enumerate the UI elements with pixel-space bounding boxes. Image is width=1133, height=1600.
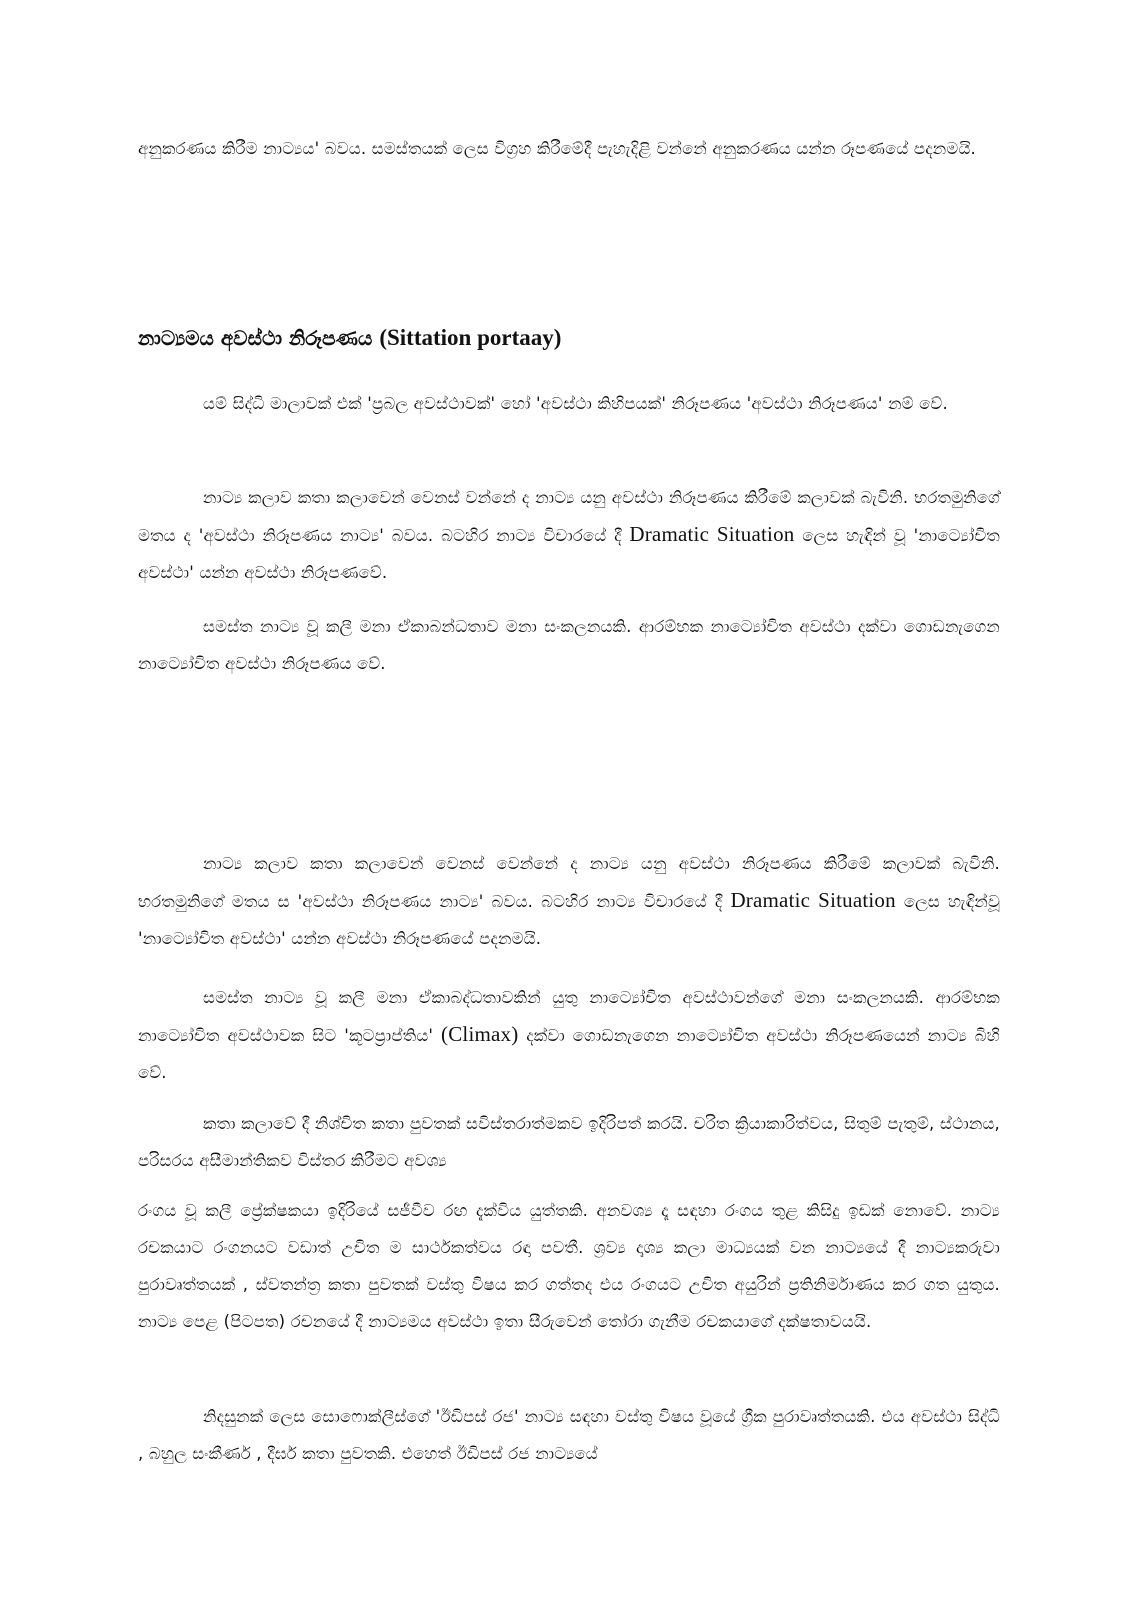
english-term: (Climax): [441, 1022, 519, 1046]
paragraph-stage: රංගය වූ කලී ප්‍රේක්ෂකයා ඉදිරියේ සජීවීව රඟ දැක්විය යුත්තකි. අනවශ්‍ය දෑ සඳහා රංගය තුළ කිසිදු ඉඩක් නොවේ. නාට්‍ය රචකයාට රංගනයට වඩාත් උචිත ම සාර්ථකත්වය රඳා පවතී. ශ්‍රව්‍ය දෘශ්‍ය කලා මාධ්‍යයක් වන නාට්‍යයේ දී නාට්‍යකරුවා පුරාවෘත්තයක් , ස්වතන්ත්‍ර කතා පුවතක් වස්තු විෂය කර ගත්තද එය රංගයට උචිත අයුරින් ප්‍රතිනිර්මාණය කර ගත යුතුය. නාට්‍ය පෙළ (පිටපත) රචනයේ දී නාට්‍යමය අවස්ථා ඉතා සීරුවෙන් තෝරා ගැනීම රචකයාගේ දක්ෂතාවයයි.: [138, 1201, 1000, 1331]
paragraph-drama-vs-story-2: [138, 845, 1000, 957]
paragraph-integration: සමස්ත නාට්‍ය වූ කලී මනා ඒකාබන්ධතාව මනා සංකලනයකි. ආරම්භක නාට්‍යෝචිත අවස්ථා දක්වා ගොඩනැගෙන නාට්‍යෝචිත අවස්ථා නිරූපණය වේ.: [138, 617, 1000, 673]
paragraph-text: ලෙස හැඳින් වූ 'නාට්‍යෝචිත අවස්ථා' යන්න අවස්ථා නිරූපණවේ.: [138, 526, 1001, 582]
paragraph-example: නිදසුනක් ලෙස සොෆොක්ලීස්ගේ 'ඊඩිපස් රජ' නාට්‍ය සඳහා වස්තු විෂය වූයේ ග්‍රීක පුරාවෘත්තයකි. එය අවස්ථා සිද්ධි , බහුල සංකීර්ණ , දීර්ඝ කතා පුවතකි. එහෙත් ඊඩිපස් රජ නාට්‍යයේ: [138, 1407, 1000, 1463]
section-heading: [138, 318, 561, 358]
paragraph-story-art: කතා කලාවේ දී නිශ්චිත කතා පුවතක් සවිස්තරාත්මකව ඉදිරිපත් කරයි. චරිත ක්‍රියාකාරිත්වය, සිතුම් පැතුම්, ස්ථානය, පරිසරය අසීමාන්තිකව විස්තර කිරීමට අවශ්‍ය: [138, 1114, 1000, 1170]
intro-paragraph: අනුකරණය කිරීම නාට්‍යය' බවය. සමස්තයක් ලෙස විග්‍රහ කිරීමේදී පැහැදිළි වන්නේ අනුකරණය යන්න රූපණයේ පදනමයි.: [138, 139, 976, 158]
paragraph-text: සමස්ත නාට්‍ය වූ කලී මනා ඒකාබද්ධතාවකින් යුතු නාට්‍යෝචිත අවස්ථාවන්ගේ මනා සංකලනයකි. ආරම්භක නාට්‍යෝචිත අවස්ථාවක සිට 'කූටප්‍රාප්තිය': [138, 988, 1000, 1045]
section-heading-sinhala: නාට්‍යමය අවස්ථා නිරූපණය: [138, 326, 373, 350]
english-term: Dramatic Situation: [730, 888, 896, 912]
english-term: Dramatic Situation: [629, 522, 795, 546]
paragraph-text: නාට්‍ය කලාව කතා කලාවෙන් වෙනස් වෙන්නේ ද නාට්‍ය යනු අවස්ථා නිරූපණය කිරීමේ කලාවක් බැවිනි. භරතමුනිගේ මතය ස 'අවස්ථා නිරූපණය නාට්‍ය' බවය. බටහිර නාට්‍ය විචාරයේ දී: [138, 854, 1000, 911]
paragraph-climax: [138, 979, 1000, 1091]
paragraph-drama-vs-story: [138, 479, 1000, 591]
paragraph-text: දක්වා ගොඩනැගෙන නාට්‍යෝචිත අවස්ථා නිරූපණයෙන් නාට්‍ය බිහි වේ.: [138, 1026, 1000, 1082]
section-heading-english: (Sittation portaay): [379, 325, 562, 350]
paragraph-text: ලෙස හැඳින්වූ 'නාට්‍යෝචිත අවස්ථා' යන්න අවස්ථා නිරූපණයේ පදනමයි.: [138, 892, 1001, 948]
paragraph-text: නාට්‍ය කලාව කතා කලාවෙන් වෙනස් වන්නේ ද නාට්‍ය යනු අවස්ථා නිරූපණය කිරීමේ කලාවක් බැවිනි. භරතමුනිගේ මතය ද 'අවස්ථා නිරූපණය නාට්‍ය' බවය. බටහිර නාට්‍ය විචාරයේ දී: [138, 488, 1000, 545]
paragraph-definition: යම් සිද්ධි මාලාවක් එක් 'ප්‍රබල අවස්ථාවක්' හෝ 'අවස්ථා කිහිපයක්' නිරූපණය 'අවස්ථා නිරූපණය' නම් වේ.: [203, 394, 948, 413]
